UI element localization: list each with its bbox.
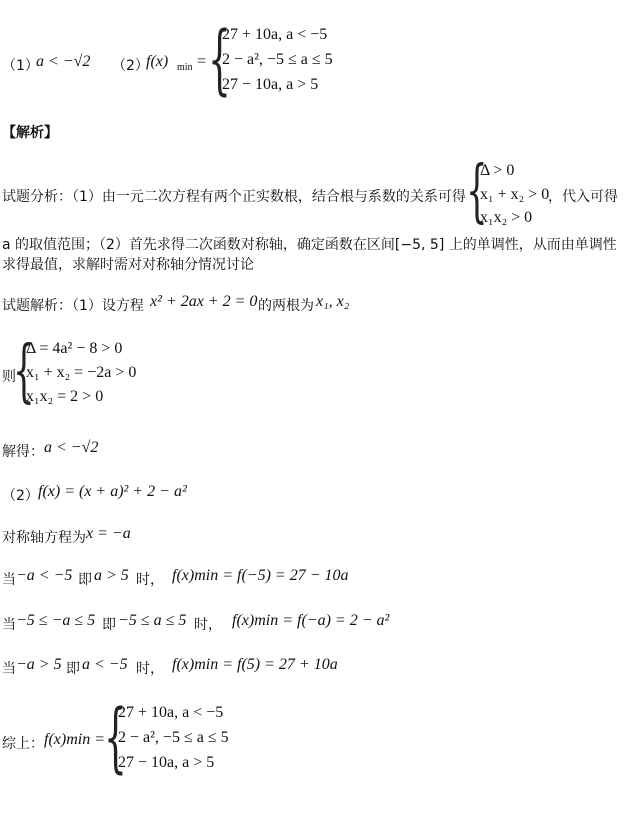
solution-ze: 则 — [2, 369, 16, 385]
answer-fmin-lhs: f(x) — [146, 53, 169, 70]
solution-p2-expr: f(x) = (x + a)² + 2 − a² — [38, 483, 187, 500]
case1-ji: 即 — [78, 572, 92, 588]
solution-p2-label: （2） — [2, 488, 39, 504]
solution-intro: 试题解析：（1）设方程 — [2, 298, 144, 314]
case3-pre: 当 — [2, 661, 16, 677]
answer-fmin-sub: min — [177, 62, 193, 73]
case1-shi: 时， — [136, 572, 164, 588]
summary-label: 综上： — [2, 736, 44, 752]
solution-equation: x² + 2ax + 2 = 0 — [150, 293, 258, 310]
case2-ji: 即 — [102, 617, 116, 633]
solution-roots: x₁, x₂ — [316, 293, 350, 310]
case1-cond: −a < −5 — [16, 567, 73, 584]
analysis-sys-1: Δ > 0 — [480, 162, 515, 179]
summary-brace: { — [104, 696, 127, 783]
case2-pre: 当 — [2, 617, 16, 633]
case3-ji: 即 — [66, 661, 80, 677]
summary-case-2: 2 − a², −5 ≤ a ≤ 5 — [118, 729, 229, 746]
case3-val: f(x)min = f(5) = 27 + 10a — [172, 656, 338, 673]
analysis-sys-2: x₁ + x₂ > 0 — [480, 186, 550, 203]
case3-cond2: a < −5 — [82, 656, 128, 673]
case3-cond: −a > 5 — [16, 656, 62, 673]
answer-part1-expr: a < −√2 — [36, 53, 91, 70]
answer-case-2: 2 − a², −5 ≤ a ≤ 5 — [222, 51, 333, 68]
answer-part1-label: （1） — [2, 58, 39, 74]
summary-case-3: 27 − 10a, a > 5 — [118, 754, 215, 771]
solution-sys-2: x₁ + x₂ = −2a > 0 — [26, 364, 137, 381]
answer-case-1: 27 + 10a, a < −5 — [222, 26, 328, 43]
solution-sys-1: Δ = 4a² − 8 > 0 — [26, 340, 123, 357]
answer-eq: = — [197, 53, 207, 70]
analysis-line1-tail: ，代入可得 — [548, 189, 618, 205]
case1-val: f(x)min = f(−5) = 27 − 10a — [172, 567, 349, 584]
section-title: 【解析】 — [2, 125, 58, 141]
case2-shi: 时， — [194, 617, 222, 633]
case3-shi: 时， — [136, 661, 164, 677]
analysis-line1: 试题分析：（1）由一元二次方程有两个正实数根，结合根与系数的关系可得 — [2, 189, 466, 205]
case2-cond2: −5 ≤ a ≤ 5 — [118, 612, 187, 629]
summary-case-1: 27 + 10a, a < −5 — [118, 704, 224, 721]
summary-lhs: f(x)min = — [44, 731, 105, 748]
axis-expr: x = −a — [86, 525, 131, 542]
answer-brace: { — [208, 18, 231, 105]
solution-jiede: 解得： — [2, 444, 44, 460]
case2-val: f(x)min = f(−a) = 2 − a² — [232, 612, 390, 629]
analysis-line2: a 的取值范围；（2）首先求得二次函数对称轴，确定函数在区间[−5, 5] 上的单调性，从而由单调性 — [2, 237, 617, 253]
analysis-sys-3: x₁x₂ > 0 — [480, 209, 533, 226]
case2-cond: −5 ≤ −a ≤ 5 — [16, 612, 96, 629]
solution-intro-tail: 的两根为 — [258, 298, 314, 314]
solution-sys-3: x₁x₂ = 2 > 0 — [26, 388, 104, 405]
axis-text: 对称轴方程为 — [2, 530, 86, 546]
case1-cond2: a > 5 — [94, 567, 129, 584]
answer-part2-label: （2） — [112, 58, 149, 74]
solution-brace: { — [13, 332, 35, 412]
answer-case-3: 27 − 10a, a > 5 — [222, 76, 319, 93]
analysis-line3: 求得最值，求解时需对对称轴分情况讨论 — [2, 257, 254, 273]
case1-pre: 当 — [2, 572, 16, 588]
solution-jiede-expr: a < −√2 — [44, 439, 99, 456]
analysis-brace: { — [466, 152, 488, 232]
